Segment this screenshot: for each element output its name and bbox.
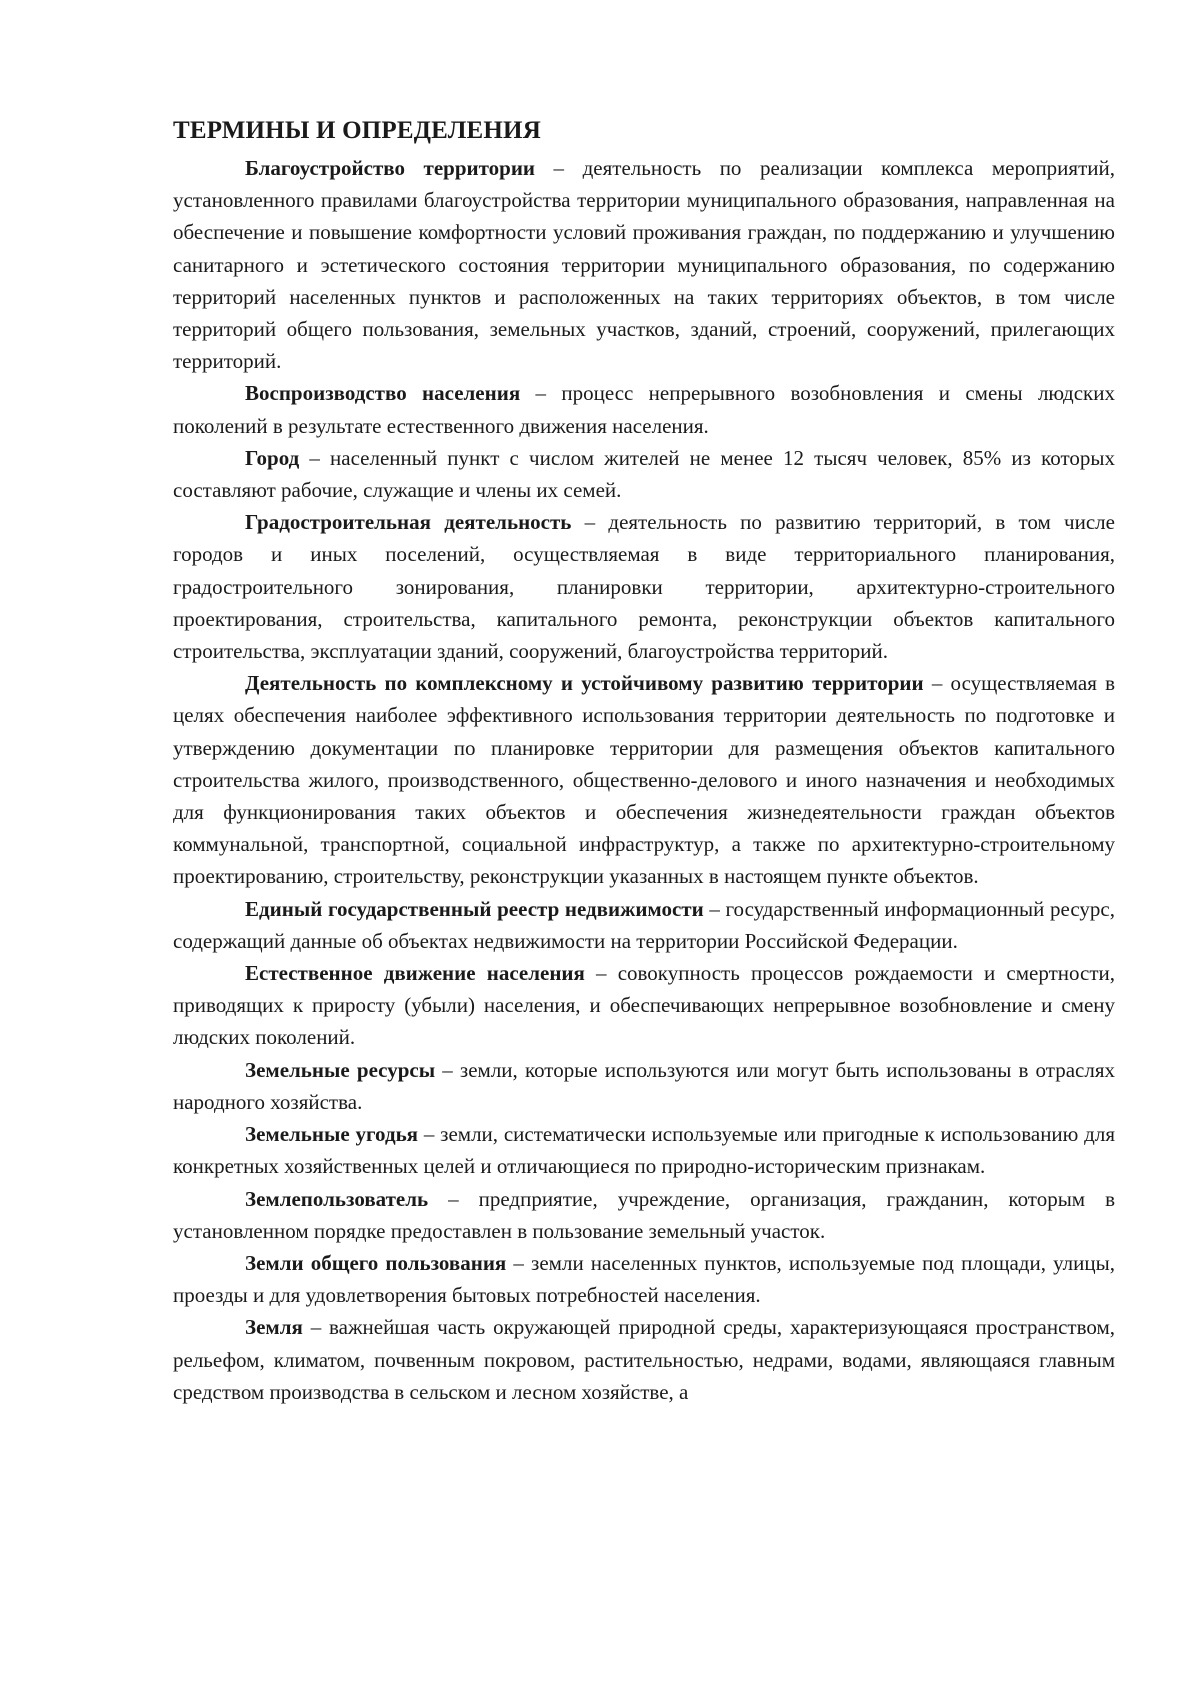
term: Земли общего пользования — [245, 1250, 507, 1275]
definition-text: – деятельность по развитию территорий, в том числе городов и иных поселений, осуществляемая в виде территориального планирования, градостроительного зонирования, планировки территории, архитектурно-строительного проектирования, строительства, капитального ремонта, реконструкции объектов капитального строительства, эксплуатации зданий, сооружений, благоустройства территорий. — [173, 510, 1115, 664]
definition-entry — [173, 1054, 1115, 1118]
definition-text: – осуществляемая в целях обеспечения наиболее эффективного использования территории деятельность по подготовке и утверждению документации по планировке территории для размещения объектов капитального строительства жилого, производственного, общественно-делового и иного назначения и необходимых для функционирования таких объектов и обеспечения жизнедеятельности граждан объектов коммунальной, транспортной, социальной инфраструктур, а также по архитектурно-строительному проектированию, строительству, реконструкции указанных в настоящем пункте объектов. — [173, 671, 1115, 889]
definition-entry — [173, 506, 1115, 667]
definition-text: – земли, которые используются или могут быть использованы в отраслях народного хозяйства. — [173, 1057, 1115, 1114]
definition-text: – населенный пункт с числом жителей не менее 12 тысяч человек, 85% из которых составляют рабочие, служащие и члены их семей. — [173, 445, 1115, 503]
definition-text: – важнейшая часть окружающей природной среды, характеризующаяся пространством, рельефом, климатом, почвенным покровом, растительностью, недрами, водами, являющаяся главным средством производства в сельском и лесном хозяйстве, а — [173, 1315, 1115, 1404]
definition-text: – совокупность процессов рождаемости и смертности, приводящих к приросту (убыли) населения, и обеспечивающих непрерывное возобновление и смену людских поколений. — [173, 961, 1115, 1050]
definition-entry — [173, 1247, 1115, 1311]
term: Единый государственный реестр недвижимости — [245, 896, 704, 921]
page-title: ТЕРМИНЫ И ОПРЕДЕЛЕНИЯ — [173, 117, 541, 144]
definition-entry — [173, 667, 1115, 892]
term: Градостроительная деятельность — [245, 510, 572, 535]
term: Землепользователь — [245, 1186, 429, 1211]
definition-entry — [173, 1118, 1115, 1182]
definition-entry — [173, 1183, 1115, 1247]
term: Земельные ресурсы — [245, 1057, 436, 1082]
term: Земельные угодья — [245, 1122, 419, 1147]
definition-text: – деятельность по реализации комплекса мероприятий, установленного правилами благоустройства территории муниципального образования, направленная на обеспечение и повышение комфортности условий проживания граждан, по поддержанию и улучшению санитарного и эстетического состояния территории муниципального образования, по содержанию территорий населенных пунктов и расположенных на таких территориях объектов, в том числе территорий общего пользования, земельных участков, зданий, строений, сооружений, прилегающих территорий. — [173, 156, 1115, 374]
definition-entry — [173, 442, 1115, 506]
term: Город — [245, 445, 300, 470]
definition-entry — [173, 152, 1115, 377]
definition-text: – процесс непрерывного возобновления и смены людских поколений в результате естественного движения населения. — [173, 381, 1115, 438]
term: Воспроизводство населения — [245, 381, 521, 406]
definition-entry — [173, 893, 1115, 957]
definition-entry — [173, 957, 1115, 1054]
definition-entry — [173, 1311, 1115, 1408]
definition-text: – земли населенных пунктов, используемые под площади, улицы, проезды и для удовлетворения бытовых потребностей населения. — [173, 1250, 1115, 1308]
document-page — [173, 112, 1115, 1408]
definition-text: – земли, систематически используемые или пригодные к использованию для конкретных хозяйственных целей и отличающиеся по природно-историческим признакам. — [173, 1122, 1115, 1179]
definition-text: – государственный информационный ресурс, содержащий данные об объектах недвижимости на территории Российской Федерации. — [173, 896, 1115, 953]
term: Деятельность по комплексному и устойчивому развитию территории — [245, 671, 924, 696]
definition-text: – предприятие, учреждение, организация, гражданин, которым в установленном порядке предоставлен в пользование земельный участок. — [173, 1186, 1115, 1243]
term: Естественное движение населения — [245, 961, 585, 986]
definition-entry — [173, 377, 1115, 441]
term: Благоустройство территории — [245, 156, 536, 180]
term: Земля — [245, 1315, 303, 1340]
